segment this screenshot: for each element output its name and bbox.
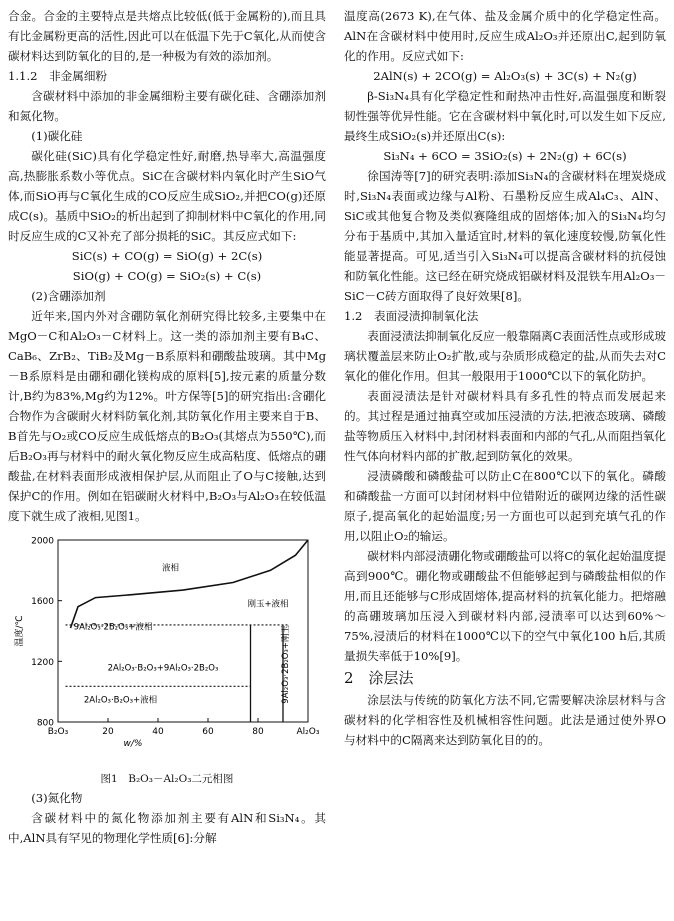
- subheading-boron: (2)含硼添加剂: [31, 289, 106, 303]
- figure-caption: 图1 B₂O₃－Al₂O₃二元相图: [100, 773, 234, 785]
- surface-paragraph-2: 表面浸渍法是针对碳材料具有多孔性的特点而发展起来的。其过程是通过抽真空或加压浸渍的方法,把液态玻璃、磷酸盐等物质压入材料中,封闭材料表面和内部的气孔,从而阻挡氧化性气体向材料内部的扩散,起到防氧化的效果。: [344, 389, 666, 463]
- surface-paragraph-4: 碳材料内部浸渍硼化物或硼酸盐可以将C的氧化起始温度提高到900℃。硼化物或硼酸盐不但能够起到与磷酸盐相似的作用,而且还能够与C形成固熔体,提高材料的抗氧化能力。把熔融的高硼玻璃加压浸入到碳材料内部,浸渍率可以达到60%～75%,浸渍后的材料在1000℃以下的空气中氧化100 h后,其质量损失率低于10%[9]。: [344, 549, 666, 663]
- y-tick-label: 800: [36, 718, 54, 729]
- section-heading-1-2: 1.2 表面浸渍抑制氧化法: [344, 309, 479, 323]
- equation-4: Si₃N₄ + 6CO = 3SiO₂(s) + 2N₂(g) + 6C(s): [383, 149, 627, 163]
- phase-region-label: 2Al₂O₃·B₂O₃+9Al₂O₃·2B₂O₃: [107, 663, 219, 674]
- x-tick-label: 80: [252, 727, 264, 737]
- x-tick-label: B₂O₃: [47, 727, 69, 737]
- intro-paragraph: 合金。合金的主要特点是共熔点比较低(低于金属粉的),而且具有比金属粉更高的活性,因此可以在低温下先于C氧化,从而使含碳材料达到防氧化的目的,是一种极为有效的添加剂。: [8, 9, 326, 63]
- xu-study-paragraph: 徐国涛等[7]的研究表明:添加Si₃N₄的含碳材料在埋炭烧成时,Si₃N₄表面或边缘与Al粉、石墨粉反应生成Al₄C₃、AlN、SiC或其他复合物及类似赛隆组成的固熔体;加入的Si₃N₄均匀分布于基质中,其加入量适宜时,材料的氧化速度较慢,防氧化性能显著提高。可见,适当引入Si₃N₄可以提高含碳材料的抗侵蚀和防氧化性能。这已经在研究烧成铝碳材料及混铁车用Al₂O₃－SiC－C砖方面取得了良好效果[8]。: [344, 169, 666, 303]
- x-tick-label: 40: [152, 727, 164, 737]
- phase-region-label: 9Al₂O₃·2B₂O₃+液相: [73, 622, 153, 633]
- liquidus-curve: [71, 540, 309, 628]
- boron-paragraph: 近年来,国内外对含硼防氧化剂研究得比较多,主要集中在MgO－C和Al₂O₃－C材料上。这一类的添加剂主要有B₄C、CaB₆、ZrB₂、TiB₂及Mg－B系原料和硼酸盐玻璃。其中Mg－B系原料是由硼和硼化镁构成的原料[5],按元素的质量分数计,B约为83%,Mg约为12%。叶方保等[5]的研究指出:含硼化合物作为含碳耐火材料防氧化剂,其防氧化作用主要来自于B、B首先与O₂或CO反应生成低熔点的B₂O₃(其熔点为550℃),而后B₂O₃再与材料中的耐火氧化物反应生成高粘度、低熔点的硼酸盐,在材料表面形成液相保护层,从而阻止了O与C接触,达到保护C的作用。例如在铝碳耐火材料中,B₂O₃与Al₂O₃在较低温度下就生成了液相,见图1。: [8, 309, 326, 523]
- right-column: [344, 6, 666, 750]
- section-heading-2: 2 涂层法: [344, 669, 414, 687]
- subheading-nitride: (3)氮化物: [31, 791, 83, 805]
- coating-paragraph: 涂层法与传统的防氧化方法不同,它需要解决涂层材料与含碳材料的化学相容性及机械相容性问题。此法是通过使外界O与材料中的C隔离来达到防氧化目的的。: [344, 693, 666, 747]
- equation-3: 2AlN(s) + 2CO(g) = Al₂O₃(s) + 3C(s) + N₂(g): [373, 69, 637, 83]
- y-tick-label: 1200: [31, 657, 54, 668]
- x-tick-label: 20: [102, 727, 114, 737]
- nonmetal-paragraph: 含碳材料中添加的非金属细粉主要有碳化硅、含硼添加剂和氮化物。: [8, 89, 326, 123]
- left-column: [8, 6, 326, 848]
- x-tick-label: Al₂O₃: [296, 727, 320, 737]
- y-axis-label: 温度/℃: [15, 615, 25, 647]
- x-tick-label: 60: [202, 727, 214, 737]
- surface-paragraph-3: 浸渍磷酸和磷酸盐可以防止C在800℃以下的氧化。磷酸和磷酸盐一方面可以封闭材料中位错附近的碳网边缘的活性碳原子,提高氧化的起始温度;另一方面也可以起到充填气孔的作用,以阻止O₂的输运。: [344, 469, 666, 543]
- phase-region-label: 液相: [161, 563, 180, 574]
- phase-diagram-chart: [8, 532, 326, 752]
- y-tick-label: 1600: [31, 597, 54, 608]
- sic-paragraph: 碳化硅(SiC)具有化学稳定性好,耐磨,热导率大,高温强度高,热膨胀系数小等优点。SiC在含碳材料内氧化时产生SiO气体,而SiO再与C氧化生成的CO反应生成SiO₂,并把CO(g)还原成C(s)。基质中SiO₂的析出起到了抑制材料中C氧化的作用,同时反应生成的C又补充了部分损耗的SiC。其反应式如下:: [8, 149, 326, 243]
- y-tick-label: 2000: [31, 536, 54, 547]
- nitride-paragraph: 含碳材料中的氮化物添加剂主要有AlN和Si₃N₄。其中,AlN具有罕见的物理化学性质[6]:分解: [8, 811, 326, 845]
- equation-2: SiO(g) + CO(g) = SiO₂(s) + C(s): [72, 269, 262, 283]
- si3n4-paragraph: β-Si₃N₄具有化学稳定性和耐热冲击性好,高温强度和断裂韧性强等优异性能。它在含碳材料中氧化时,可以发生如下反应,最终生成SiO₂(s)并还原出C(s):: [344, 89, 666, 143]
- phase-region-label: 9Al₂O₃·2B₂O₃+刚玉: [281, 625, 291, 704]
- phase-region-label: 刚玉+液相: [247, 599, 289, 610]
- phase-diagram-figure: [8, 532, 326, 772]
- aln-paragraph: 温度高(2673 K),在气体、盐及金属介质中的化学稳定性高。AlN在含碳材料中使用时,反应生成Al₂O₃并还原出C,起到防氧化的作用。反应式如下:: [344, 9, 666, 63]
- equation-1: SiC(s) + CO(g) = SiO(g) + 2C(s): [71, 249, 263, 263]
- subheading-sic: (1)碳化硅: [31, 129, 83, 143]
- section-heading-1-1-2: 1.1.2 非金属细粉: [8, 69, 108, 83]
- surface-paragraph-1: 表面浸渍法抑制氧化反应一般靠隔离C表面活性点或形成玻璃状覆盖层来防止O₂扩散,或与杂质形成稳定的盐,从而失去对C氧化的催化作用。但其一般限用于1000℃以下的氧化防护。: [344, 329, 666, 383]
- x-axis-label: w/%: [123, 739, 143, 749]
- phase-region-label: 2Al₂O₃·B₂O₃+液相: [83, 695, 158, 706]
